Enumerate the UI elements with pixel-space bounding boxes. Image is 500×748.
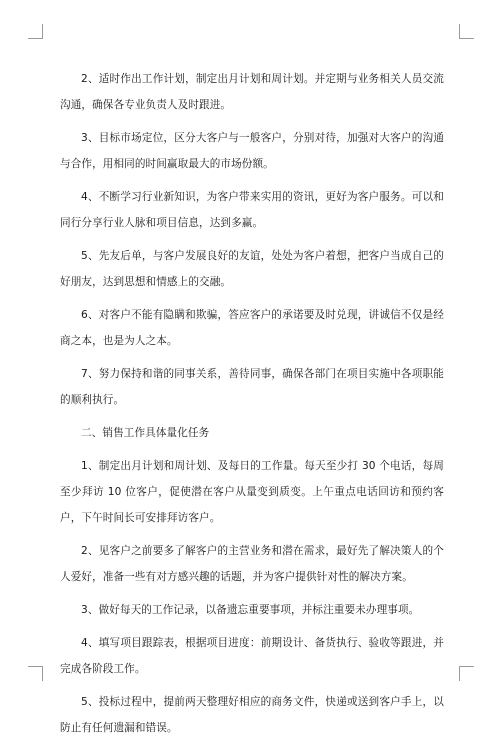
task-item-5: 5、投标过程中，提前两天整理好相应的商务文件，快递或送到客户手上，以防止有任何遗漏和错误。 bbox=[60, 696, 444, 734]
paragraph-item-7: 7、努力保持和谐的同事关系，善待同事，确保各部门在项目实施中各项职能的顺利执行。 bbox=[60, 368, 444, 406]
section-heading: 二、销售工作具体量化任务 bbox=[81, 427, 210, 439]
paragraph-item-4: 4、不断学习行业新知识，为客户带来实用的资讯，更好为客户服务。可以和同行分享行业人脉和项目信息，达到多赢。 bbox=[60, 191, 444, 229]
document-body bbox=[60, 66, 444, 748]
paragraph-item-5: 5、先友后单，与客户发展良好的友谊，处处为客户着想，把客户当成自己的好朋友，达到思想和情感上的交融。 bbox=[60, 250, 444, 288]
crop-mark-top-right bbox=[459, 24, 474, 39]
paragraph-item-2: 2、适时作出工作计划，制定出月计划和周计划。并定期与业务相关人员交流沟通，确保各专业负责人及时跟进。 bbox=[60, 73, 444, 111]
task-item-3: 3、做好每天的工作记录，以备遗忘重要事项，并标注重要未办理事项。 bbox=[81, 604, 420, 616]
crop-mark-bottom-left bbox=[28, 666, 43, 681]
crop-mark-top-left bbox=[28, 24, 43, 39]
task-item-4: 4、填写项目跟踪表，根据项目进度：前期设计、备货执行、验收等跟进，并完成各阶段工作。 bbox=[60, 637, 444, 675]
paragraph-item-6: 6、对客户不能有隐瞒和欺骗，答应客户的承诺要及时兑现，讲诚信不仅是经商之本，也是为人之本。 bbox=[60, 309, 444, 347]
paragraph-item-3: 3、目标市场定位，区分大客户与一般客户，分别对待，加强对大客户的沟通与合作，用相同的时间赢取最大的市场份额。 bbox=[60, 132, 444, 170]
task-item-2: 2、见客户之前要多了解客户的主营业务和潜在需求，最好先了解决策人的个人爱好，准备一些有对方感兴趣的话题，并为客户提供针对性的解决方案。 bbox=[60, 545, 444, 583]
crop-mark-bottom-right bbox=[459, 666, 474, 681]
task-item-1: 1、制定出月计划和周计划、及每日的工作量。每天至少打 30 个电话，每周至少拜访 10 位客户，促使潜在客户从量变到质变。上午重点电话回访和预约客户，下午时间长可安排拜访客户。 bbox=[60, 460, 444, 524]
